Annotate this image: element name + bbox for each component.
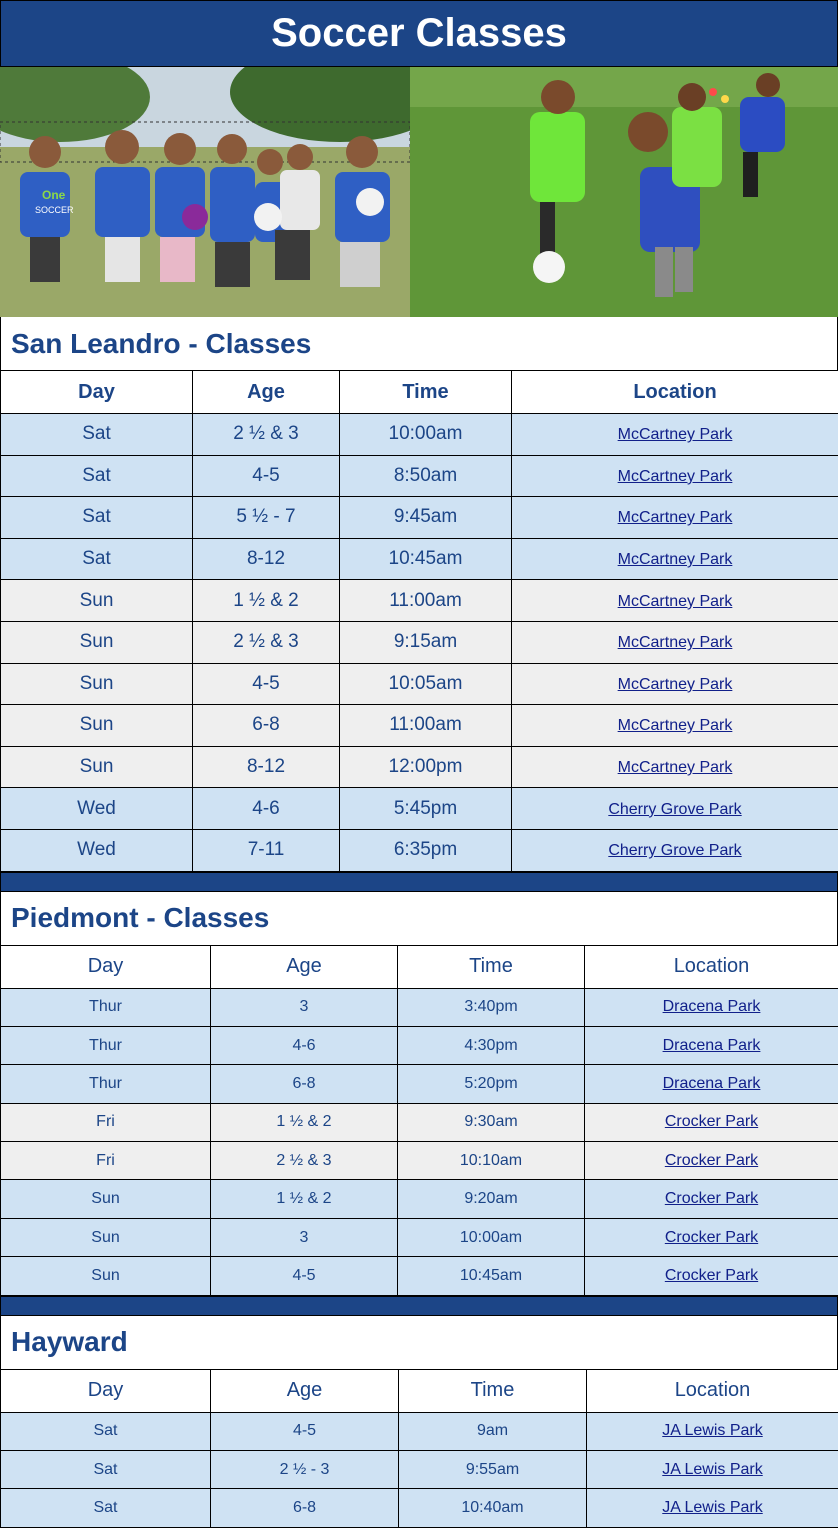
table-row <box>1 414 838 456</box>
table-row <box>1 538 838 580</box>
day-cell: Thur <box>1 1065 211 1103</box>
time-cell: 5:45pm <box>340 788 512 830</box>
day-cell: Sun <box>1 746 193 788</box>
time-cell: 9:45am <box>340 497 512 539</box>
location-cell <box>585 1142 838 1180</box>
time-cell: 10:05am <box>340 663 512 705</box>
table-row <box>1 1218 838 1256</box>
day-cell: Sun <box>1 705 193 747</box>
table-row <box>1 788 838 830</box>
location-link[interactable]: McCartney Park <box>617 592 733 610</box>
table-row <box>1 580 838 622</box>
location-link[interactable]: McCartney Park <box>617 551 733 569</box>
day-cell: Sat <box>1 414 193 456</box>
day-cell: Sun <box>1 663 193 705</box>
location-cell <box>512 621 838 663</box>
age-cell: 6-8 <box>193 705 340 747</box>
table-row <box>1 705 838 747</box>
time-cell: 8:50am <box>340 455 512 497</box>
column-header-location: Location <box>585 945 838 988</box>
time-cell: 10:45am <box>398 1257 585 1295</box>
age-cell: 3 <box>211 1218 398 1256</box>
photo-strip <box>0 67 838 317</box>
day-cell: Sun <box>1 1218 211 1256</box>
table-row <box>1 1489 838 1527</box>
location-cell <box>512 746 838 788</box>
location-cell <box>585 1180 838 1218</box>
column-header-day: Day <box>1 945 211 988</box>
table-row <box>1 663 838 705</box>
page-title: Soccer Classes <box>0 0 838 67</box>
location-link[interactable]: Crocker Park <box>664 1113 759 1131</box>
location-link[interactable]: Dracena Park <box>662 1036 761 1054</box>
age-cell: 1 ½ & 2 <box>211 1180 398 1218</box>
piedmont-table <box>0 945 838 1296</box>
table-row <box>1 497 838 539</box>
location-link[interactable]: Crocker Park <box>664 1228 759 1246</box>
time-cell: 10:00am <box>340 414 512 456</box>
location-cell <box>512 663 838 705</box>
age-cell: 8-12 <box>193 538 340 580</box>
age-cell: 2 ½ & 3 <box>193 621 340 663</box>
kids-playing-photo <box>410 67 838 317</box>
column-header-time: Time <box>340 371 512 414</box>
location-link[interactable]: McCartney Park <box>617 634 733 652</box>
location-link[interactable]: Dracena Park <box>662 1075 761 1092</box>
table-header-row <box>1 945 838 988</box>
table-header-row <box>1 1369 838 1412</box>
age-cell: 4-5 <box>211 1412 399 1450</box>
table-row <box>1 988 838 1026</box>
time-cell: 12:00pm <box>340 746 512 788</box>
age-cell: 4-5 <box>211 1257 398 1295</box>
location-cell <box>587 1451 838 1489</box>
location-link[interactable]: Dracena Park <box>662 998 761 1016</box>
table-row <box>1 746 838 788</box>
age-cell: 1 ½ & 2 <box>193 580 340 622</box>
time-cell: 9:30am <box>398 1103 585 1141</box>
table-row <box>1 1180 838 1218</box>
column-header-time: Time <box>398 945 585 988</box>
time-cell: 9am <box>399 1412 587 1450</box>
table-header-row <box>1 371 838 414</box>
location-link[interactable]: Crocker Park <box>664 1266 759 1284</box>
shirt-logo-text: One <box>42 188 66 202</box>
day-cell: Wed <box>1 829 193 871</box>
day-cell: Fri <box>1 1142 211 1180</box>
age-cell: 2 ½ & 3 <box>211 1142 398 1180</box>
day-cell: Fri <box>1 1103 211 1141</box>
time-cell: 4:30pm <box>398 1026 585 1064</box>
time-cell: 9:15am <box>340 621 512 663</box>
table-row <box>1 1065 838 1103</box>
time-cell: 10:00am <box>398 1218 585 1256</box>
table-row <box>1 1026 838 1064</box>
san-leandro-table <box>0 370 838 872</box>
age-cell: 7-11 <box>193 829 340 871</box>
time-cell: 3:40pm <box>398 988 585 1026</box>
day-cell: Sun <box>1 1180 211 1218</box>
time-cell: 5:20pm <box>398 1065 585 1103</box>
column-header-location: Location <box>587 1369 838 1412</box>
table-row <box>1 1451 838 1489</box>
location-cell <box>512 455 838 497</box>
location-cell <box>512 705 838 747</box>
location-link[interactable]: McCartney Park <box>617 426 733 444</box>
column-header-age: Age <box>193 371 340 414</box>
column-header-time: Time <box>399 1369 587 1412</box>
location-link[interactable]: JA Lewis Park <box>662 1460 763 1478</box>
location-link[interactable]: McCartney Park <box>617 759 733 777</box>
time-cell: 11:00am <box>340 705 512 747</box>
location-cell <box>512 497 838 539</box>
location-link[interactable]: JA Lewis Park <box>662 1422 763 1440</box>
time-cell: 6:35pm <box>340 829 512 871</box>
location-link[interactable]: Crocker Park <box>664 1151 759 1169</box>
table-row <box>1 455 838 497</box>
day-cell: Wed <box>1 788 193 830</box>
location-cell <box>585 1218 838 1256</box>
day-cell: Sun <box>1 580 193 622</box>
location-cell <box>585 1257 838 1295</box>
location-link[interactable]: JA Lewis Park <box>662 1499 763 1517</box>
age-cell: 2 ½ & 3 <box>193 414 340 456</box>
day-cell: Sat <box>1 1451 211 1489</box>
age-cell: 6-8 <box>211 1489 399 1527</box>
age-cell: 8-12 <box>193 746 340 788</box>
column-header-age: Age <box>211 945 398 988</box>
group-kids-photo <box>0 67 410 317</box>
section-title-piedmont: Piedmont - Classes <box>0 892 838 945</box>
time-cell: 11:00am <box>340 580 512 622</box>
location-cell <box>512 414 838 456</box>
column-header-location: Location <box>512 371 838 414</box>
hayward-table <box>0 1369 838 1528</box>
time-cell: 9:20am <box>398 1180 585 1218</box>
day-cell: Sat <box>1 455 193 497</box>
location-cell <box>585 988 838 1026</box>
day-cell: Thur <box>1 988 211 1026</box>
time-cell: 10:40am <box>399 1489 587 1527</box>
age-cell: 4-5 <box>193 455 340 497</box>
day-cell: Sun <box>1 621 193 663</box>
day-cell: Sun <box>1 1257 211 1295</box>
day-cell: Sat <box>1 1489 211 1527</box>
time-cell: 10:10am <box>398 1142 585 1180</box>
group-kids-photo-image <box>0 67 410 317</box>
location-link[interactable]: McCartney Park <box>617 717 733 735</box>
age-cell: 2 ½ - 3 <box>211 1451 399 1489</box>
location-cell <box>587 1412 838 1450</box>
location-link[interactable]: McCartney Park <box>617 675 733 693</box>
location-cell <box>585 1026 838 1064</box>
column-header-day: Day <box>1 371 193 414</box>
day-cell: Sat <box>1 497 193 539</box>
location-link[interactable]: Cherry Grove Park <box>608 800 742 818</box>
kids-playing-photo-image <box>410 67 838 317</box>
location-link[interactable]: McCartney Park <box>617 467 733 485</box>
section-title-hayward: Hayward <box>0 1316 838 1369</box>
location-link[interactable]: Crocker Park <box>664 1190 759 1208</box>
location-link[interactable]: Cherry Grove Park <box>608 842 742 860</box>
age-cell: 5 ½ - 7 <box>193 497 340 539</box>
age-cell: 1 ½ & 2 <box>211 1103 398 1141</box>
location-cell <box>512 580 838 622</box>
table-row <box>1 1103 838 1141</box>
age-cell: 4-6 <box>193 788 340 830</box>
table-row <box>1 621 838 663</box>
shirt-logo-text-2: SOCCER <box>35 205 74 215</box>
age-cell: 6-8 <box>211 1065 398 1103</box>
location-cell <box>587 1489 838 1527</box>
age-cell: 4-6 <box>211 1026 398 1064</box>
section-divider <box>0 1296 838 1316</box>
column-header-day: Day <box>1 1369 211 1412</box>
day-cell: Sat <box>1 1412 211 1450</box>
day-cell: Thur <box>1 1026 211 1064</box>
section-divider <box>0 872 838 892</box>
table-row <box>1 1257 838 1295</box>
location-cell <box>512 538 838 580</box>
age-cell: 4-5 <box>193 663 340 705</box>
age-cell: 3 <box>211 988 398 1026</box>
location-cell <box>512 829 838 871</box>
section-title-san-leandro: San Leandro - Classes <box>0 317 838 370</box>
table-row <box>1 1412 838 1450</box>
table-row <box>1 829 838 871</box>
day-cell: Sat <box>1 538 193 580</box>
location-cell <box>512 788 838 830</box>
location-cell <box>585 1103 838 1141</box>
time-cell: 9:55am <box>399 1451 587 1489</box>
column-header-age: Age <box>211 1369 399 1412</box>
location-link[interactable]: McCartney Park <box>617 509 733 527</box>
table-row <box>1 1142 838 1180</box>
time-cell: 10:45am <box>340 538 512 580</box>
location-cell <box>585 1065 838 1103</box>
